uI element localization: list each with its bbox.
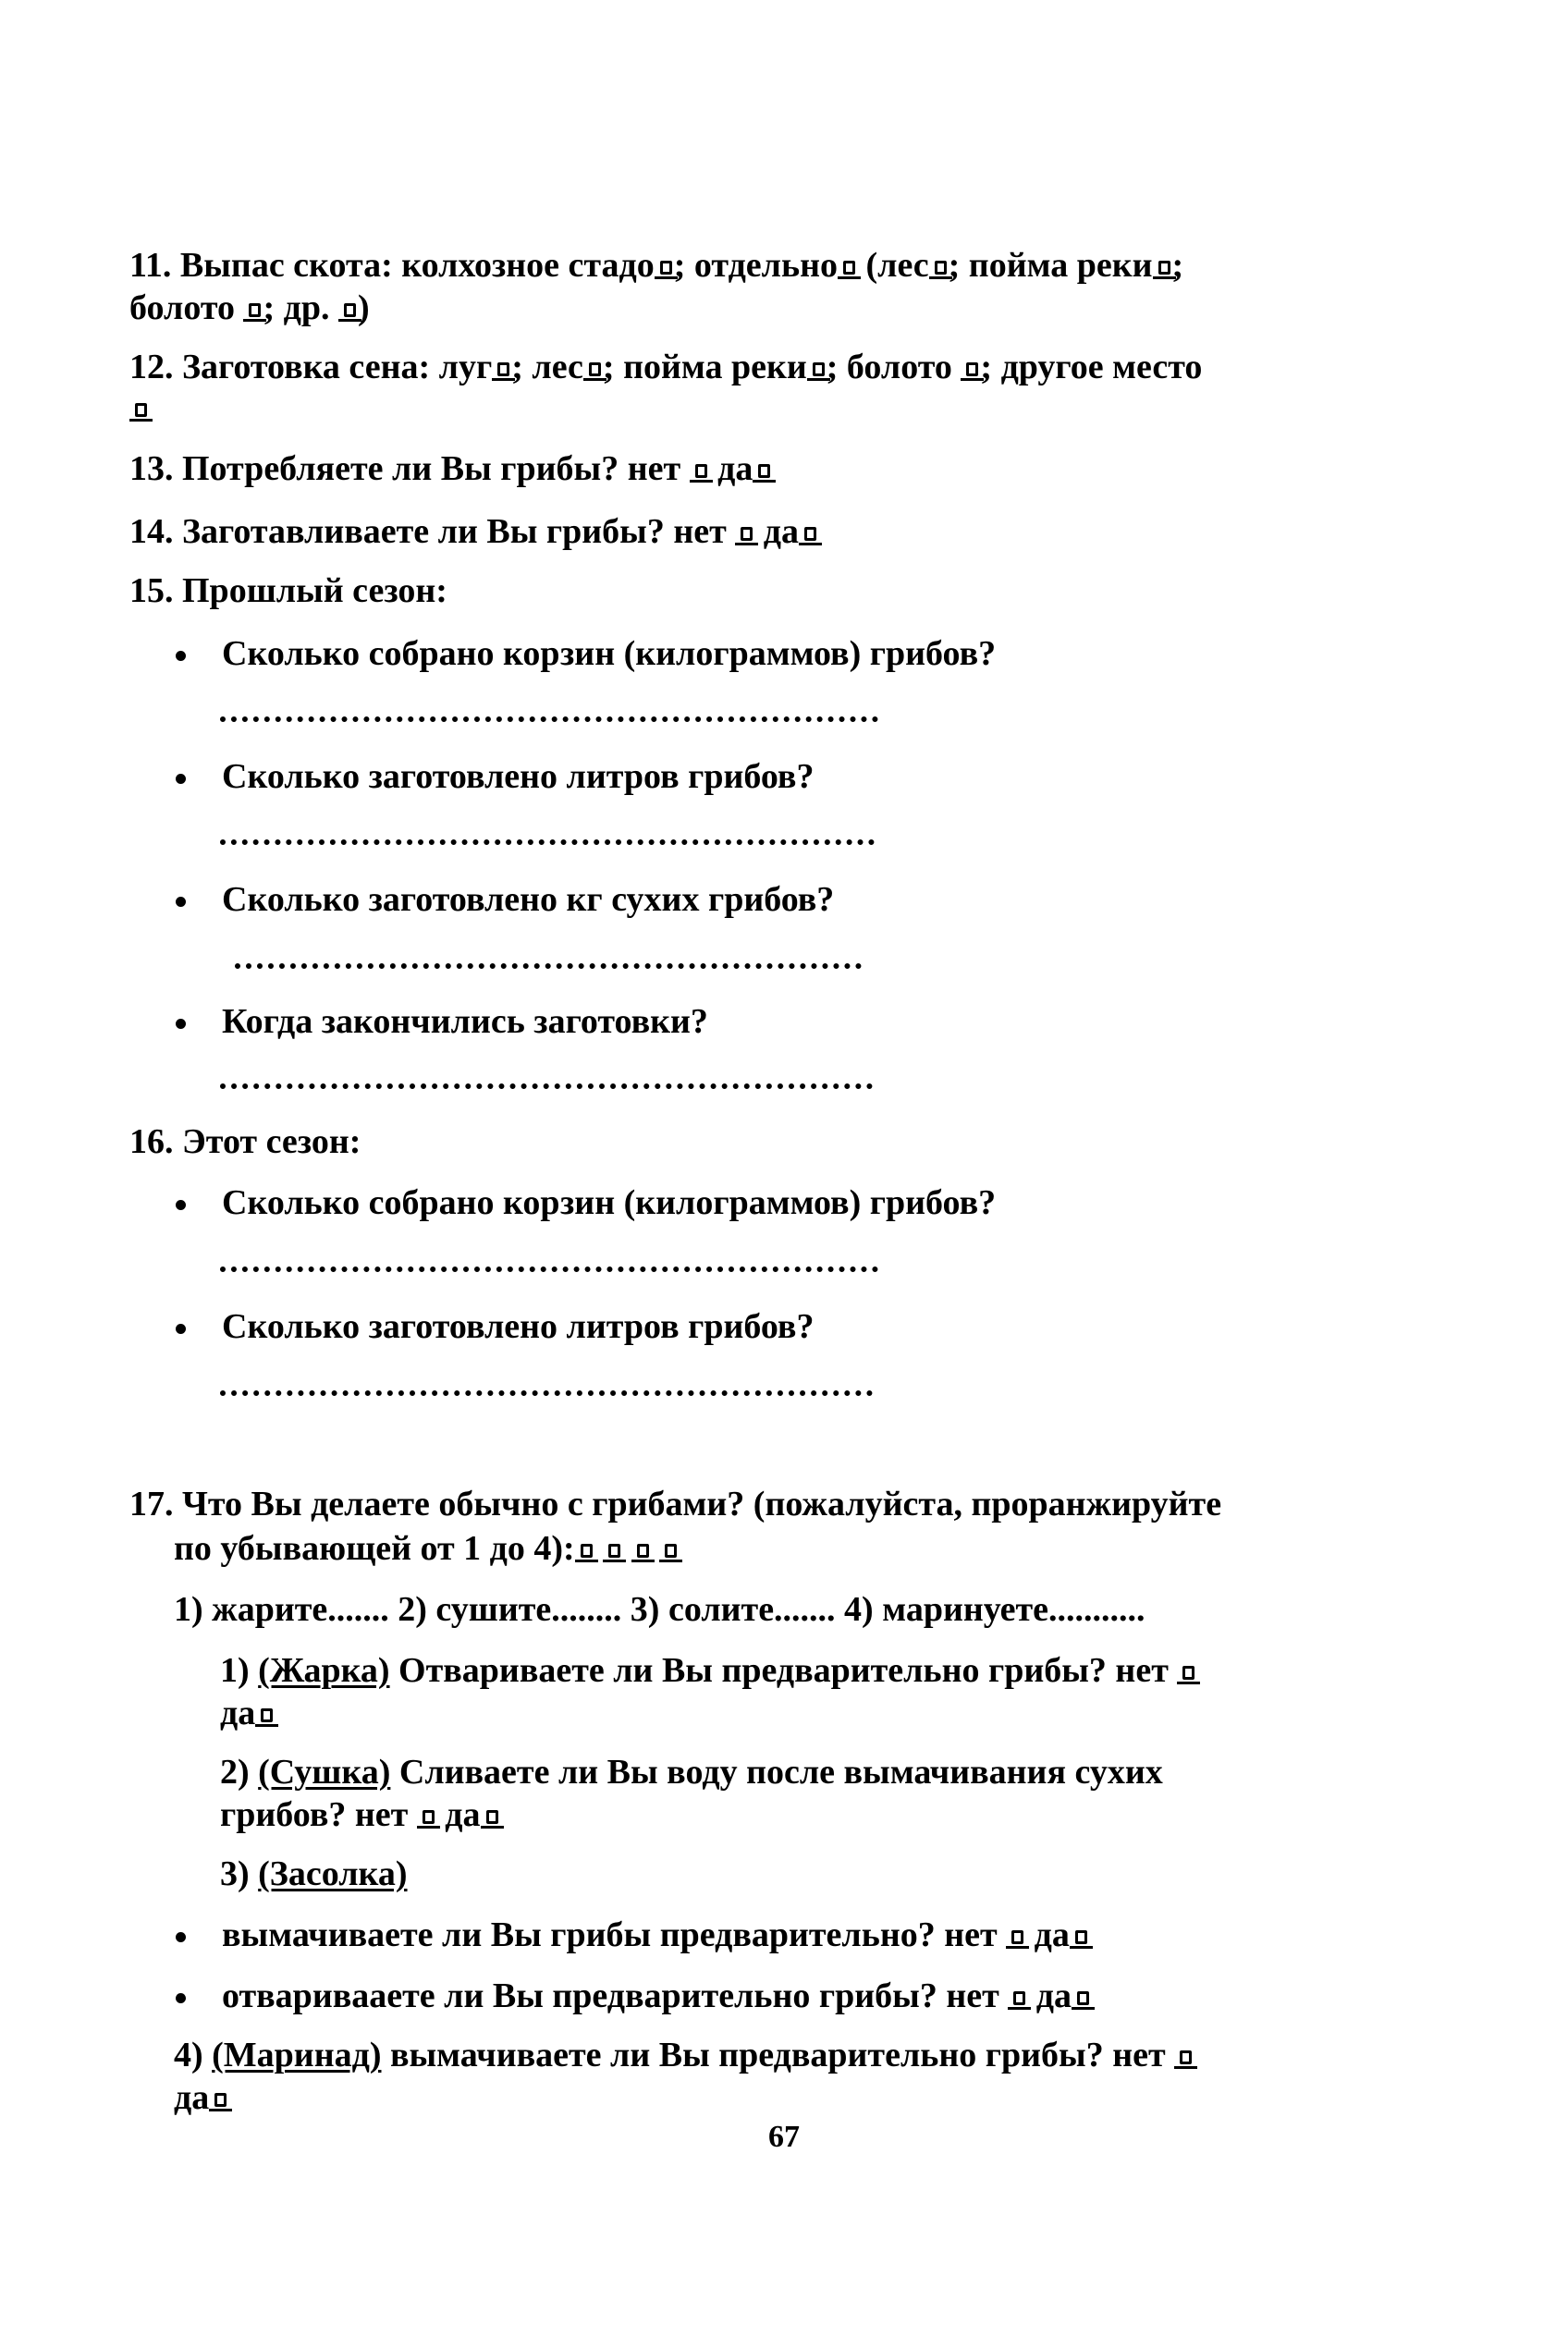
subquestion-1-line-2: да <box>220 1692 275 1734</box>
bullet <box>176 1993 186 2003</box>
subquestion-1-line-1: 1) (Жарка) Отвариваете ли Вы предварительно грибы? нет <box>220 1649 1196 1692</box>
rank-box[interactable] <box>637 1544 649 1558</box>
list-item: Сколько заготовлено литров грибов? <box>222 757 815 796</box>
page-number: 67 <box>768 2120 800 2154</box>
checkbox-yes[interactable] <box>1077 1991 1089 2005</box>
rank-box[interactable] <box>665 1544 677 1558</box>
answer-line[interactable] <box>220 839 875 845</box>
bullet <box>176 1200 186 1210</box>
bullet <box>176 897 186 907</box>
checkbox-yes[interactable] <box>214 2093 227 2107</box>
answer-line[interactable] <box>235 963 862 969</box>
checkbox-no[interactable] <box>423 1810 435 1824</box>
question-11-line-2: болото ; др. ) <box>129 288 370 327</box>
checkbox[interactable] <box>1158 261 1170 275</box>
checkbox[interactable] <box>813 362 825 376</box>
checkbox-no[interactable] <box>695 464 707 478</box>
question-17-line-2: по убывающей от 1 до 4): <box>174 1527 679 1570</box>
bullet <box>176 1019 186 1029</box>
bullet <box>176 651 186 661</box>
list-item: Сколько заготовлено литров грибов? <box>222 1307 815 1346</box>
checkbox[interactable] <box>966 362 978 376</box>
rank-box[interactable] <box>608 1544 620 1558</box>
subquestion-3-item-2: отваривааете ли Вы предварительно грибы? нет да <box>222 1975 1091 2017</box>
question-11-line-1: 11. Выпас скота: колхозное стадо ; отдельно (лес ; пойма реки ; <box>129 246 1184 285</box>
subquestion-2-line-1: 2) (Сушка) Сливаете ли Вы воду после вымачивания сухих <box>220 1753 1163 1792</box>
checkbox[interactable] <box>589 362 601 376</box>
ranking-options: 1) жарите....... 2) сушите........ 3) солите....... 4) маринуете........... <box>174 1590 1145 1629</box>
checkbox-no[interactable] <box>1013 1991 1025 2005</box>
checkbox-no[interactable] <box>741 527 753 541</box>
subquestion-3: 3) (Засолка) <box>220 1854 408 1893</box>
checkbox-yes[interactable] <box>1075 1930 1087 1944</box>
subquestion-3-item-1: вымачиваете ли Вы грибы предварительно? нет да <box>222 1914 1089 1956</box>
list-item: Сколько заготовлено кг сухих грибов? <box>222 880 835 919</box>
answer-line[interactable] <box>220 1390 873 1396</box>
answer-line[interactable] <box>220 1083 873 1089</box>
bullet <box>176 1932 186 1942</box>
question-17-line-1: 17. Что Вы делаете обычно с грибами? (пожалуйста, проранжируйте <box>129 1485 1222 1523</box>
subquestion-label: (Засолка) <box>258 1854 408 1893</box>
answer-line[interactable] <box>220 1267 878 1272</box>
checkbox[interactable] <box>135 403 147 417</box>
checkbox[interactable] <box>249 303 261 317</box>
list-item: Сколько собрано корзин (килограммов) грибов? <box>222 1183 997 1222</box>
list-item: Сколько собрано корзин (килограммов) грибов? <box>222 634 997 673</box>
checkbox[interactable] <box>497 362 509 376</box>
subquestion-2-line-2: грибов? нет да <box>220 1793 500 1836</box>
question-12-line-1: 12. Заготовка сена: луг ; лес ; пойма реки ; болото ; другое место <box>129 348 1203 386</box>
checkbox[interactable] <box>843 261 855 275</box>
bullet <box>176 1324 186 1334</box>
checkbox[interactable] <box>344 303 356 317</box>
checkbox-yes[interactable] <box>804 527 816 541</box>
checkbox-yes[interactable] <box>261 1708 273 1722</box>
question-15-title: 15. Прошлый сезон: <box>129 571 447 610</box>
checkbox[interactable] <box>935 261 947 275</box>
checkbox-yes[interactable] <box>758 464 770 478</box>
question-16-title: 16. Этот сезон: <box>129 1122 361 1161</box>
checkbox-no[interactable] <box>1180 2050 1192 2064</box>
question-14: 14. Заготавливаете ли Вы грибы? нет да <box>129 510 818 553</box>
subquestion-label: (Сушка) <box>258 1753 391 1792</box>
checkbox[interactable] <box>660 261 672 275</box>
rank-box[interactable] <box>581 1544 593 1558</box>
subquestion-4-line-2: да <box>174 2076 228 2119</box>
checkbox-no[interactable] <box>1182 1666 1194 1680</box>
checkbox-yes[interactable] <box>486 1810 498 1824</box>
question-13: 13. Потребляете ли Вы грибы? нет да <box>129 447 772 490</box>
question-12-line-2 <box>129 386 149 429</box>
subquestion-4-line-1: 4) (Маринад) вымачиваете ли Вы предварительно грибы? нет <box>174 2034 1194 2076</box>
list-item: Когда закончились заготовки? <box>222 1002 708 1041</box>
subquestion-label: (Жарка) <box>258 1651 390 1690</box>
checkbox-no[interactable] <box>1011 1930 1023 1944</box>
answer-line[interactable] <box>220 716 878 722</box>
bullet <box>176 774 186 784</box>
subquestion-label: (Маринад) <box>212 2036 382 2074</box>
